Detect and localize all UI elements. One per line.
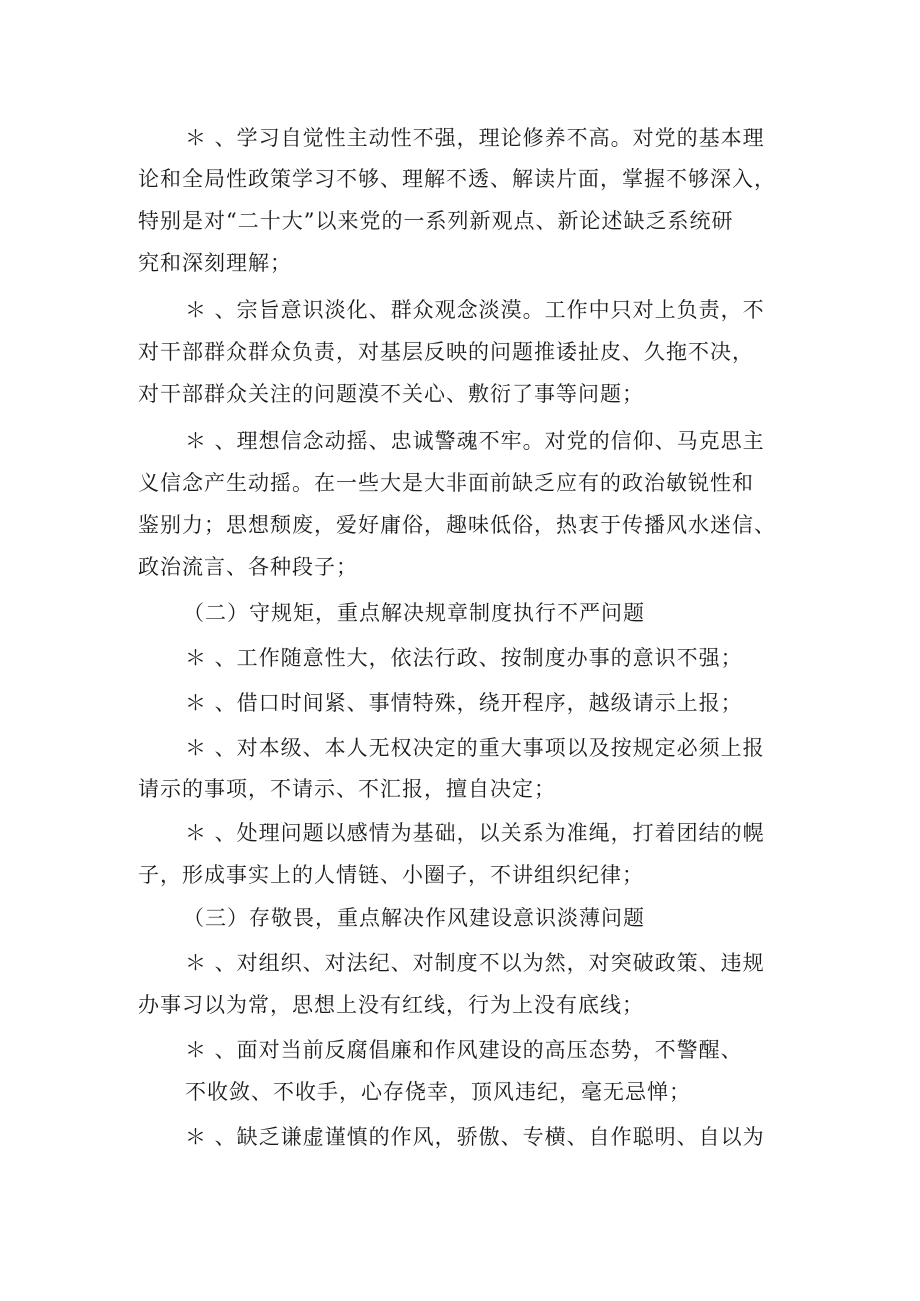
text-line: 义信念产生动摇。在一些大是大非面前缺乏应有的政治敏锐性和 bbox=[138, 471, 754, 495]
text-line: ＊ 、理想信念动摇、忠诚警魂不牢。对党的信仰、马克思主 bbox=[185, 429, 765, 453]
section-heading: （二）守规矩，重点解决规章制度执行不严问题 bbox=[183, 601, 645, 625]
text-line: ＊ 、对组织、对法纪、对制度不以为然，对突破政策、违规 bbox=[185, 951, 765, 975]
text-line: ＊ 、工作随意性大，依法行政、按制度办事的意识不强； bbox=[185, 646, 743, 670]
text-line: 究和深刻理解； bbox=[138, 251, 292, 275]
text-line: ＊ 、借口时间紧、事情特殊，绕开程序，越级请示上报； bbox=[185, 691, 743, 715]
text-line: 对干部群众关注的问题漠不关心、敷衍了事等问题； bbox=[138, 382, 644, 406]
text-line: ＊ 、学习自觉性主动性不强，理论修养不高。对党的基本理 bbox=[185, 126, 765, 150]
text-line: 办事习以为常，思想上没有红线，行为上没有底线； bbox=[138, 993, 644, 1017]
text-line: ＊ 、面对当前反腐倡廉和作风建设的高压态势，不警醒、 bbox=[185, 1038, 743, 1062]
text-line: 特别是对“二十大”以来党的一系列新观点、新论述缺乏系统研 bbox=[138, 209, 734, 233]
text-line: ＊ 、缺乏谦虚谨慎的作风，骄傲、专横、自作聪明、自以为 bbox=[185, 1125, 765, 1149]
text-line: ＊ 、处理问题以感情为基础，以关系为准绳，打着团结的幌 bbox=[185, 821, 765, 845]
text-line: 请示的事项，不请示、不汇报，擅自决定； bbox=[138, 777, 556, 801]
section-heading: （三）存敬畏，重点解决作风建设意识淡薄问题 bbox=[183, 906, 645, 930]
text-line: 论和全局性政策学习不够、理解不透、解读片面，掌握不够深入， bbox=[138, 167, 776, 191]
text-line: 子，形成事实上的人情链、小圈子，不讲组织纪律； bbox=[138, 863, 644, 887]
text-line: 政治流言、各种段子； bbox=[138, 555, 358, 579]
text-line: 不收敛、不收手，心存侥幸，顶风违纪，毫无忌惮； bbox=[185, 1080, 691, 1104]
text-line: ＊ 、宗旨意识淡化、群众观念淡漠。工作中只对上负责，不 bbox=[185, 298, 765, 322]
text-line: 对干部群众群众负责，对基层反映的问题推诿扯皮、久拖不决， bbox=[138, 340, 754, 364]
text-line: 鉴别力；思想颓废，爱好庸俗，趣味低俗，热衷于传播风水迷信、 bbox=[138, 513, 776, 537]
text-line: ＊ 、对本级、本人无权决定的重大事项以及按规定必须上报 bbox=[185, 736, 765, 760]
